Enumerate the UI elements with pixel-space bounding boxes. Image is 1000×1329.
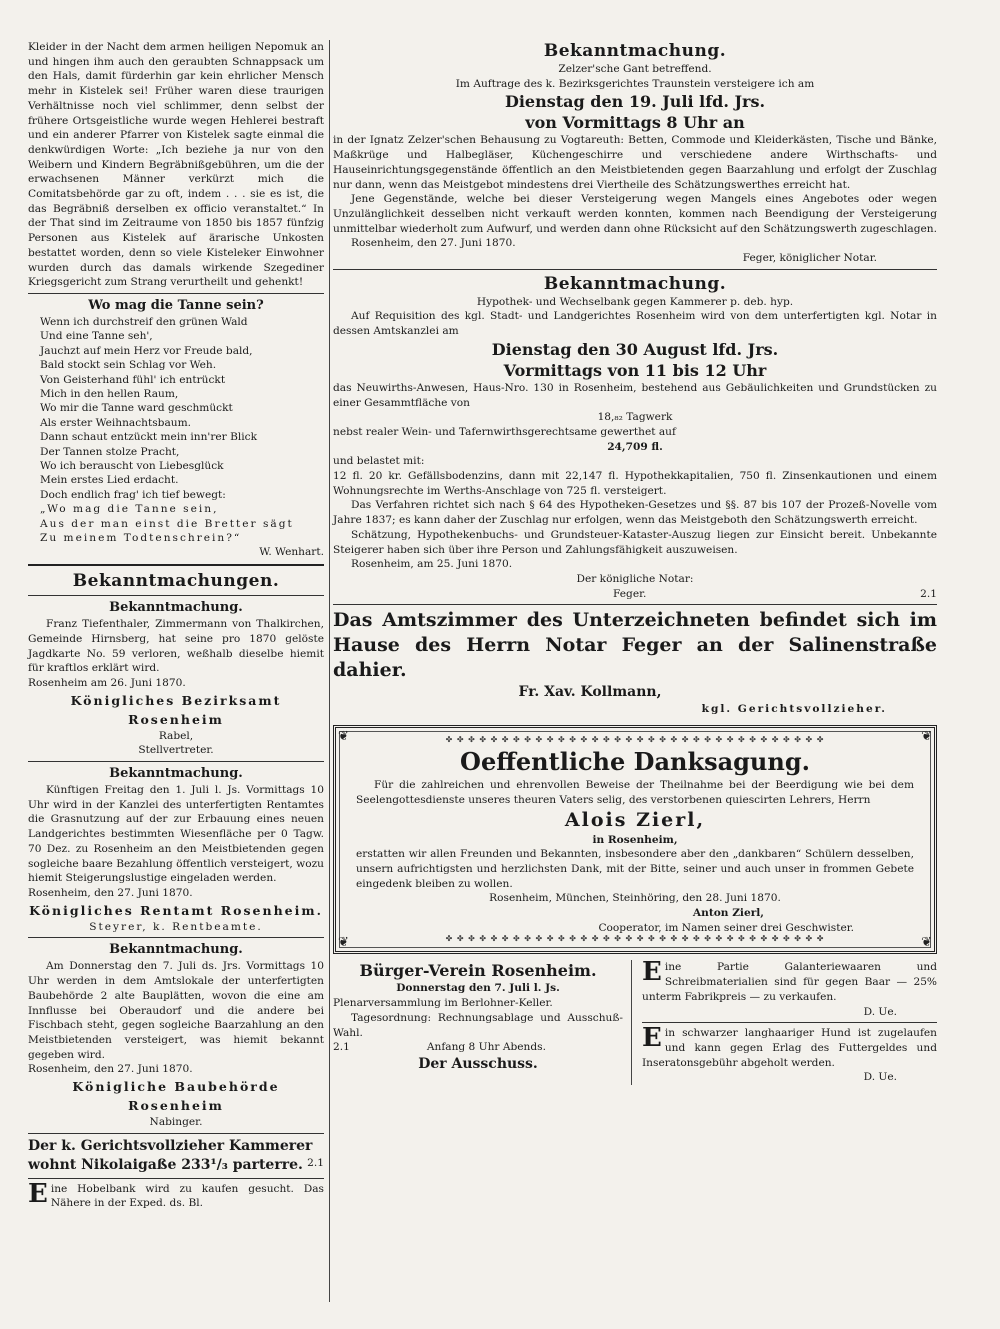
office-signature: Fr. Xav. Kollmann,: [518, 684, 662, 701]
bottom-ads: [333, 957, 937, 1085]
poem-line: Mich in den hellen Raum,: [40, 387, 179, 400]
notice-office: Königliches Bezirksamt Rosenheim: [70, 692, 282, 727]
poem: [28, 315, 324, 546]
notice-text: Am Donnerstag den 7. Juli ds. Jrs. Vormittags 10 Uhr werden in dem Amtslokale der unterfertigten Baubehörde 2 alte Bauplätten, wovon die eine am Innflusse bei Oberaudorf und die andere bei Fischbach steht, gegen sogleiche Baarzahlung an den Meistbietenden versteigert, was hiemit bekannt gegeben wird.: [28, 960, 324, 1061]
thanks-title: Oeffentliche Danksagung.: [460, 747, 810, 777]
bailiff-address-row: [28, 1156, 324, 1175]
ad-signature: D. Ue.: [863, 1071, 897, 1084]
notice-title: Bekanntmachung.: [109, 766, 243, 782]
auction-date: Dienstag den 30 August lfd. Jrs.: [491, 339, 779, 359]
poem-line: Als erster Weihnachtsbaum.: [40, 416, 191, 429]
property-area: 18,₈₂ Tagwerk: [597, 411, 673, 424]
notice-date: Rosenheim, den 27. Juni 1870.: [28, 887, 193, 899]
wanted-notice: [28, 1178, 324, 1211]
divider: [28, 595, 324, 596]
drop-cap: E: [28, 1178, 48, 1209]
divider: [28, 761, 324, 762]
ornament-icon: ❦: [338, 935, 349, 951]
property-value: 24,709 fl.: [607, 440, 663, 453]
poem-line: Bald stockt sein Schlag vor Weh.: [40, 359, 217, 372]
dog-text: in schwarzer langhaariger Hund ist zugelaufen und kann gegen Erlag des Futtergeldes und Inseratonsgebühr abgeholt werden.: [642, 1027, 937, 1069]
ad-signature: D. Ue.: [863, 1005, 897, 1018]
auction-time: Vormittags von 11 bis 12 Uhr: [503, 360, 767, 380]
poem-line: „Wo mag die Tanne sein,: [40, 503, 219, 516]
notice-title: Bekanntmachung.: [109, 600, 243, 616]
thanks-frame: [333, 725, 937, 954]
auction-time: von Vormittags 8 Uhr an: [525, 113, 745, 133]
club-time-row: [333, 1040, 623, 1055]
thanks-dateline: Rosenheim, München, Steinhöring, den 28. Juni 1870.: [489, 892, 781, 905]
right-column: [333, 40, 937, 1085]
sale-ad: [642, 957, 937, 1004]
poem-line: Doch endlich frag' ich tief bewegt:: [40, 488, 226, 501]
ornament-icon: ❦: [338, 729, 349, 745]
notice-title: Bekanntmachung.: [543, 273, 727, 294]
notice-date: Rosenheim, den 27. Juni 1870.: [28, 1063, 193, 1076]
drop-cap: E: [642, 957, 662, 988]
poem-line: Wenn ich durchstreif den grünen Wald: [40, 315, 248, 328]
poem-author: W. Wenhart.: [259, 546, 324, 559]
drop-cap: E: [642, 1023, 662, 1054]
office-notice: Das Amtszimmer des Unterzeichneten befindet sich im Hause des Herrn Notar Feger an der Salinenstraße dahier.: [333, 609, 937, 682]
divider: [28, 293, 324, 294]
club-signature: Der Ausschuss.: [418, 1055, 538, 1072]
club-time: Anfang 8 Uhr Abends.: [426, 1041, 546, 1054]
poem-line: Aus der man einst die Bretter sägt: [40, 517, 294, 530]
notice-signature: Feger.: [613, 587, 647, 600]
notice-text: Künftigen Freitag den 1. Juli l. Js. Vormittags 10 Uhr wird in der Kanzlei des unterfertigten Rentamtes die Grasnutzung auf der zur Erbauung eines neuen Landgerichtes bestimmten Wiesenfläche per 0 Tagw. 70 Dez. zu Rosenheim an den Meistbietenden gegen sogleiche baare Bezahlung öffentlich versteigert, wozu hiemit Steigerungslustige eingeladen werden.: [28, 784, 324, 885]
divider: [642, 1022, 937, 1023]
poem-line: Und eine Tanne seh',: [40, 330, 153, 343]
poem-line: Von Geisterhand fühl' ich entrückt: [40, 373, 226, 386]
notice-text: 12 fl. 20 kr. Gefällsbodenzins, dann mit 22,147 fl. Hypothekkapitalien, 750 fl. Zinsenkautionen und einem Wohnungsrechte im Werths-Anschlage von 725 fl. versteigert.: [333, 470, 937, 497]
notice-number: 2.1: [920, 587, 937, 600]
notice-text: in der Ignatz Zelzer'schen Behausung zu Vogtareuth: Betten, Commode und Kleiderkästen, Tische und Bänke, Maßkrüge und Halbegläser, Küchengeschirre und verschiedene andere Wirthschafts- und Hauseinrichtungsgegenstände öffentlich an den Meistbietenden gegen Baarzahlung und erfolgt der Zuschlag nur dann, wenn das Meistgebot mindestens drei Viertheile des Schätzungswerthes erreicht hat.: [333, 134, 937, 191]
notice-title: Bekanntmachung.: [543, 41, 727, 61]
club-notice: [333, 960, 632, 1085]
ornament-icon: ❦: [921, 935, 932, 951]
notice-signature: Rabel,: [158, 729, 194, 742]
divider: [333, 269, 937, 270]
divider: [28, 564, 324, 566]
left-column: [28, 40, 324, 1211]
notice-signature: Steyrer, k. Rentbeamte.: [89, 920, 263, 933]
bailiff-address: wohnt Nikolaigaße 233¹/₃ parterre.: [28, 1156, 303, 1173]
poem-line: Wo mir die Tanne ward geschmückt: [40, 402, 233, 415]
notice-date: Rosenheim am 26. Juni 1870.: [28, 676, 186, 689]
notice-number: 2.1: [307, 1156, 324, 1169]
thanks-signature: Anton Zierl,: [692, 907, 764, 920]
notice-title: Bekanntmachung.: [109, 942, 243, 958]
notice-office: Königliche Baubehörde Rosenheim: [72, 1079, 280, 1114]
notice-intro: Auf Requisition des kgl. Stadt- und Landgerichtes Rosenheim wird von dem unterfertigten kgl. Notar in dessen Amtskanzlei am: [333, 310, 937, 338]
ornament-border: ✤ ✤ ✤ ✤ ✤ ✤ ✤ ✤ ✤ ✤ ✤ ✤ ✤ ✤ ✤ ✤ ✤ ✤ ✤ ✤ ✤ ✤ ✤ ✤ ✤ ✤ ✤ ✤ ✤ ✤ ✤ ✤ ✤ ✤: [445, 935, 825, 944]
ornament-border: ✤ ✤ ✤ ✤ ✤ ✤ ✤ ✤ ✤ ✤ ✤ ✤ ✤ ✤ ✤ ✤ ✤ ✤ ✤ ✤ ✤ ✤ ✤ ✤ ✤ ✤ ✤ ✤ ✤ ✤ ✤ ✤ ✤ ✤: [445, 736, 825, 745]
dog-ad: [642, 1023, 937, 1070]
poem-line: Der Tannen stolze Pracht,: [40, 445, 180, 458]
notice-text: Franz Tiefenthaler, Zimmermann von Thalkirchen, Gemeinde Hirnsberg, hat seine pro 1870 gelöste Jagdkarte No. 59 verloren, weßhalb dieselbe hiemit für kraftlos erklärt wird.: [28, 618, 324, 675]
story-text: Kleider in der Nacht dem armen heiligen Nepomuk an und hingen ihm auch den geraubten Schnappsack um den Hals, damit fürderhin gar kein ehrlicher Mensch mehr in Kistelek sei! Früher waren diese traurigen Verhältnisse noch viel schlimmer, denn selbst der frühere Ortsgeistliche wurde wegen Hehlerei bestraft und ein anderer Pfarrer von Kistelek sagte einmal die denkwürdigen Worte: „Ich beziehe ja nur von den Weibern und Kindern Begräbnißgebühren, um die der erwachsenen Männer verkürzt mich die Comitatsbehörde gar zu oft, indem . . . sie es ist, die das Begräbniß derselben ex officio veranstaltet.“ In der That sind im Zeitraume von 1850 bis 1857 fünfzig Personen aus Kistelek auf ärarische Unkosten bestattet worden, denn so viele Kisteleker Einwohner wurden durch das damals wirkende Szegediner Kriegsgericht zum Strang verurtheilt und gehenkt!: [28, 41, 324, 289]
bailiff-notice: Der k. Gerichtsvollzieher Kammerer: [28, 1137, 313, 1154]
notice-number: 2.1: [333, 1041, 350, 1054]
notice-text: Jene Gegenstände, welche bei dieser Versteigerung wegen Mangels eines Angebotes oder wegen Unzulänglichkeit desselben nicht verkauft werden konnten, kommen nach Beendigung der Versteigerung unmittelbar wiederholt zum Aufwurf, und werden dann ohne Rücksicht auf den Schätzungswerth zugeschlagen.: [333, 193, 937, 235]
ornament-icon: ❦: [921, 729, 932, 745]
sale-text: ine Partie Galanteriewaaren und Schreibmaterialien sind für gegen Baar — 25% unterm Fabrikpreis — zu verkaufen.: [642, 961, 937, 1003]
section-title: Bekanntmachungen.: [72, 571, 280, 592]
divider: [28, 1133, 324, 1134]
poem-title: Wo mag die Tanne sein?: [88, 297, 264, 313]
notice-signature: Der königliche Notar:: [576, 572, 694, 585]
deceased-name: Alois Zierl,: [564, 808, 706, 831]
poem-line: Zu meinem Todtenschrein?“: [40, 532, 242, 545]
poem-line: Wo ich berauscht von Liebesglück: [40, 460, 224, 473]
club-date: Donnerstag den 7. Juli l. Js.: [396, 982, 560, 995]
divider: [28, 937, 324, 938]
notice-date: Rosenheim, den 27. Juni 1870.: [351, 237, 516, 250]
signature-row: [333, 587, 937, 602]
poem-line: Dann schaut entzückt mein inn'rer Blick: [40, 431, 258, 444]
notice-signature: Nabinger.: [149, 1116, 203, 1129]
notice-subtitle: Hypothek- und Wechselbank gegen Kammerer p. deb. hyp.: [476, 295, 794, 308]
notice-signature: Feger, königlicher Notar.: [742, 252, 877, 265]
office-signature-title: kgl. Gerichtsvollzieher.: [701, 703, 887, 716]
notice-office: Königliches Rentamt Rosenheim.: [29, 902, 323, 918]
poem-line: Mein erstes Lied erdacht.: [40, 474, 179, 487]
column-divider: [329, 40, 330, 1302]
small-ads: [632, 957, 937, 1085]
notice-date: Rosenheim, am 25. Juni 1870.: [351, 558, 513, 571]
auction-date: Dienstag den 19. Juli lfd. Jrs.: [504, 92, 766, 112]
thanks-text: erstatten wir allen Freunden und Bekannten, insbesondere aber den „dankbaren“ Schülern desselben, unsern aufrichtigsten und herzlichsten Dank, mit der Bitte, seiner und auch unser in frommen Gebete eingedenk bleiben zu wollen.: [356, 848, 914, 890]
club-agenda: Tagesordnung: Rechnungsablage und Ausschuß-Wahl.: [333, 1011, 623, 1039]
deceased-place: in Rosenheim,: [592, 833, 678, 846]
wanted-text: ine Hobelbank wird zu kaufen gesucht. Das Nähere in der Exped. ds. Bl.: [50, 1182, 324, 1210]
club-text: Plenarversammlung im Berlohner-Keller.: [333, 997, 553, 1010]
divider: [333, 604, 937, 605]
divider: [28, 1178, 324, 1179]
notice-subtitle: Zelzer'sche Gant betreffend.: [558, 63, 712, 75]
notice-text: und belastet mit:: [333, 455, 425, 468]
notice-text: Das Verfahren richtet sich nach § 64 des Hypotheken-Gesetzes und §§. 87 bis 107 der Prozeß-Novelle vom Jahre 1837; es kann daher der Zuschlag nur erfolgen, wenn das Meistgeboth den Schätzungswerth erreicht.: [333, 499, 937, 527]
thanks-signature-title: Cooperator, im Namen seiner drei Geschwister.: [598, 921, 854, 934]
club-title: Bürger-Verein Rosenheim.: [359, 961, 597, 981]
thanks-text: Für die zahlreichen und ehrenvollen Beweise der Theilnahme bei der Beerdigung wie bei dem Seelengottesdienste unseres theuren Vaters selig, des verstorbenen quiescirten Lehrers, Herrn: [356, 779, 914, 806]
poem-line: Jauchzt auf mein Herz vor Freude bald,: [40, 344, 253, 357]
notice-text: das Neuwirths-Anwesen, Haus-Nro. 130 in Rosenheim, bestehend aus Gebäulichkeiten und Grundstücken zu einer Gesammtfläche von: [333, 381, 937, 409]
notice-signature: Stellvertreter.: [138, 744, 214, 757]
notice-intro: Im Auftrage des k. Bezirksgerichtes Traunstein versteigere ich am: [455, 77, 815, 90]
notice-text: nebst realer Wein- und Tafernwirthsgerechtsame gewerthet auf: [333, 425, 676, 438]
notice-text: Schätzung, Hypothekenbuchs- und Grundsteuer-Kataster-Auszug liegen zur Einsicht bereit. Unbekannte Steigerer haben sich über ihre Person und Zahlungsfähigkeit auszuweisen.: [333, 528, 937, 556]
